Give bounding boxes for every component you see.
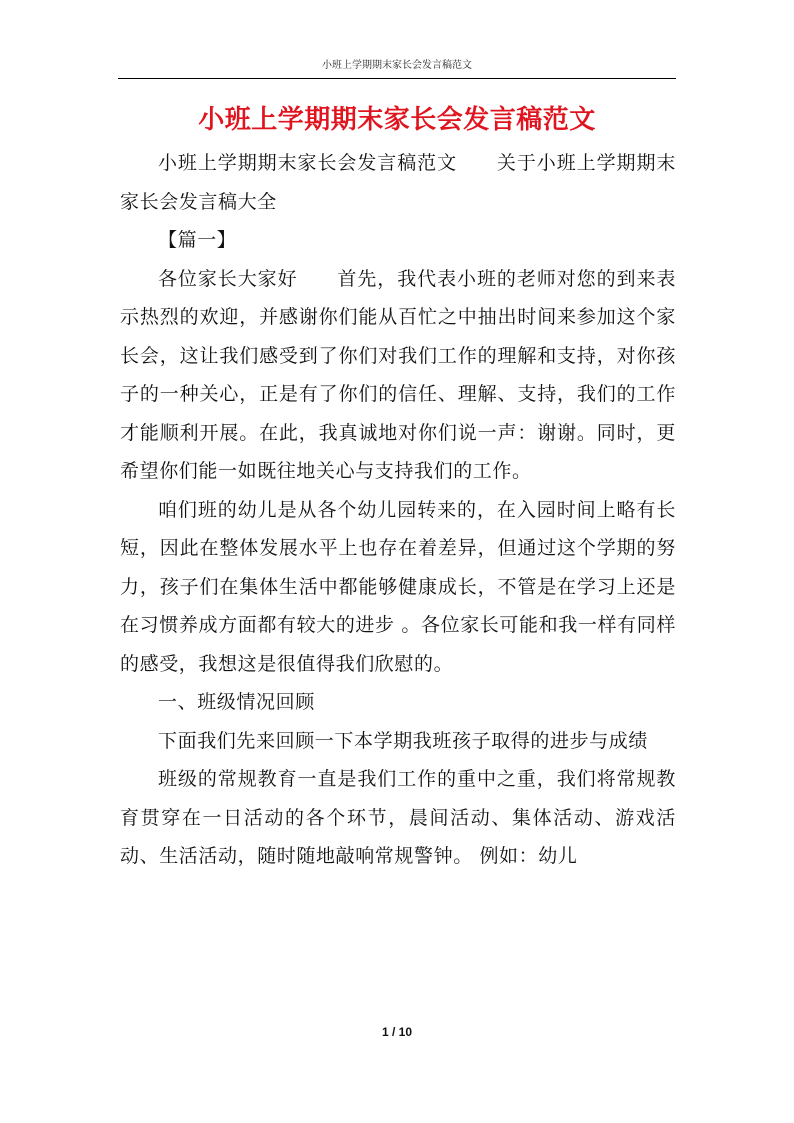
body-paragraph: 下面我们先来回顾一下本学期我班孩子取得的进步与成绩 [158, 729, 649, 752]
body-paragraph: 班级的常规教育一直是我们工作的重中之重，我们将常规教育贯穿在一日活动的各个环节，晨间活动、集体活动、游戏活动、生活活动，随时随地敲响常规警钟。 例如：幼儿 [120, 768, 676, 867]
body-paragraph: 咱们班的幼儿是从各个幼儿园转来的，在入园时间上略有长短，因此在整体发展水平上也存在着差异，但通过这个学期的努力，孩子们在集体生活中都能够健康成长，不管是在学习上还是在习惯养成方面都有较大的进步 。各位家长可能和我一样有同样的感受，我想这是很值得我们欣慰的。 [120, 498, 676, 675]
document-title: 小班上学期期末家长会发言稿范文 [198, 105, 596, 135]
subsection-heading: 一、班级情况回顾 [158, 691, 315, 713]
section-heading: 【篇一】 [158, 229, 237, 251]
running-header: 小班上学期期末家长会发言稿范文 [322, 60, 472, 71]
header-divider [118, 78, 676, 79]
intro-paragraph: 小班上学期期末家长会发言稿范文 关于小班上学期期末家长会发言稿大全 [120, 152, 676, 213]
document-body [120, 144, 676, 876]
page-number: 1 / 10 [381, 1025, 413, 1039]
body-paragraph: 各位家长大家好 首先，我代表小班的老师对您的到来表示热烈的欢迎，并感谢你们能从百忙之中抽出时间来参加这个家长会，这让我们感受到了你们对我们工作的理解和支持，对你孩子的一种关心，正是有了你们的信任、理解、支持，我们的工作才能顺利开展。在此，我真诚地对你们说一声：谢谢。同时，更希望你们能一如既往地关心与支持我们的工作。 [120, 267, 676, 482]
